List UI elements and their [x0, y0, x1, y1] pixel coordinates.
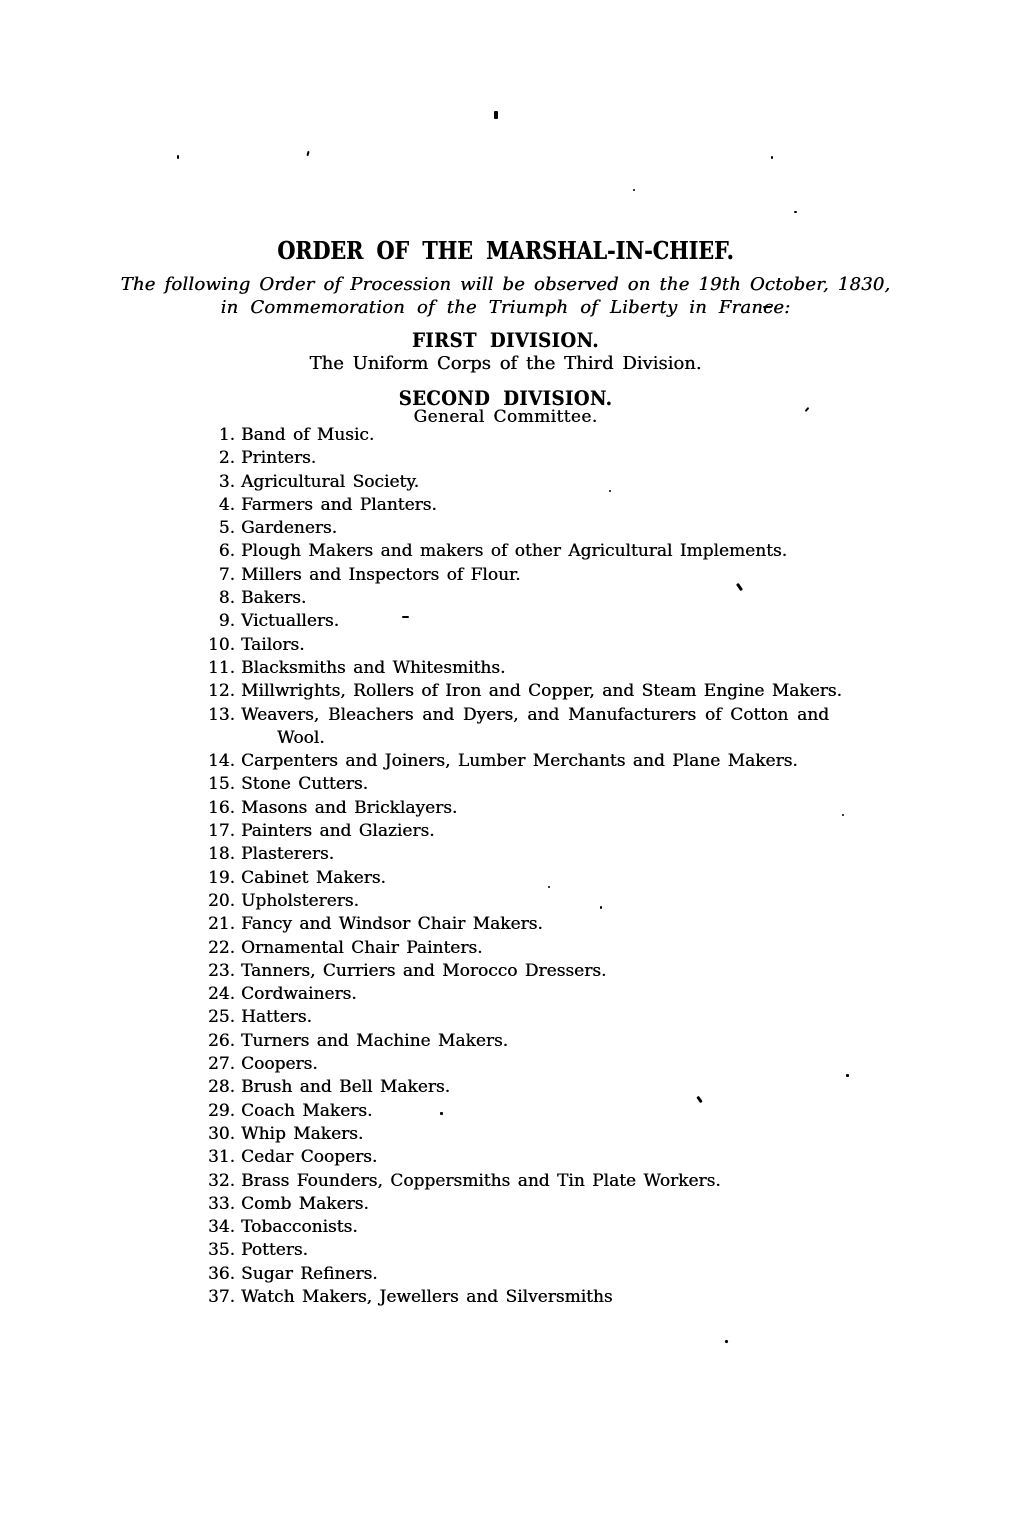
- procession-item: [195, 867, 842, 890]
- procession-item: [195, 1006, 842, 1029]
- item-number: 22.: [207, 937, 235, 958]
- scan-speck: [494, 111, 498, 119]
- item-text: Farmers and Planters.: [241, 494, 437, 515]
- scan-speck: [842, 814, 844, 816]
- item-number: 30.: [207, 1123, 235, 1144]
- procession-item: [195, 1216, 842, 1239]
- item-text: Comb Makers.: [241, 1193, 369, 1214]
- item-number: 5.: [218, 518, 235, 539]
- scan-speck: [306, 151, 309, 156]
- item-number: 15.: [207, 774, 235, 795]
- procession-item: [195, 773, 842, 796]
- item-number: 37.: [207, 1286, 235, 1307]
- item-number: 34.: [207, 1217, 235, 1238]
- item-number: 27.: [207, 1054, 235, 1075]
- item-text: Gardeners.: [241, 518, 338, 539]
- procession-item: [195, 1123, 842, 1146]
- item-number: 25.: [207, 1007, 235, 1028]
- procession-item: [195, 1170, 842, 1193]
- procession-item: [195, 610, 842, 633]
- item-number: 10.: [207, 634, 235, 655]
- first-division-heading: FIRST DIVISION.: [412, 328, 599, 352]
- procession-item: [195, 657, 842, 680]
- procession-item: [195, 1146, 842, 1169]
- procession-item: [195, 1286, 842, 1309]
- item-number: 12.: [207, 681, 235, 702]
- item-text: Printers.: [241, 448, 317, 469]
- page-title: ORDER OF THE MARSHAL-IN-CHIEF.: [277, 236, 734, 265]
- preamble-line-2: in Commemoration of the Triumph of Liberty in France:: [220, 297, 791, 318]
- item-number: 20.: [207, 890, 235, 911]
- procession-item: [195, 1239, 842, 1262]
- scan-speck: [771, 156, 773, 159]
- item-number: 31.: [207, 1147, 235, 1168]
- scan-speck: [725, 1340, 729, 1344]
- item-number: 32.: [207, 1170, 235, 1191]
- scan-speck: [633, 189, 635, 191]
- item-number: 21.: [207, 914, 235, 935]
- item-number: 17.: [207, 821, 235, 842]
- item-text: Cabinet Makers.: [241, 867, 386, 888]
- item-number: 35.: [207, 1240, 235, 1261]
- item-text: Whip Makers.: [241, 1123, 364, 1144]
- item-number: 2.: [218, 448, 235, 469]
- first-division-subheading: The Uniform Corps of the Third Division.: [309, 353, 702, 374]
- procession-item: [195, 564, 842, 587]
- item-text: Weavers, Bleachers and Dyers, and Manufacturers of Cotton and: [241, 704, 829, 725]
- procession-item: [195, 797, 842, 820]
- item-text: Brush and Bell Makers.: [241, 1077, 451, 1098]
- item-text: Cordwainers.: [241, 984, 357, 1005]
- procession-item: [195, 494, 842, 517]
- item-text: Millwrights, Rollers of Iron and Copper, and Steam Engine Makers.: [241, 681, 842, 702]
- item-number: 8.: [218, 588, 235, 609]
- procession-item: [195, 1076, 842, 1099]
- procession-item: [195, 1100, 842, 1123]
- procession-item: [195, 750, 842, 773]
- procession-item: [195, 1030, 842, 1053]
- item-text: Plasterers.: [241, 844, 335, 865]
- item-text: Coach Makers.: [241, 1100, 373, 1121]
- item-number: 13.: [207, 704, 235, 725]
- item-number: 6.: [218, 541, 235, 562]
- item-number: 1.: [218, 425, 235, 445]
- item-number: 18.: [207, 844, 235, 865]
- item-text: Painters and Glaziers.: [241, 821, 435, 842]
- item-number: 26.: [207, 1030, 235, 1051]
- item-number: 23.: [207, 960, 235, 981]
- item-number: 14.: [207, 751, 235, 772]
- item-text: Potters.: [241, 1240, 308, 1261]
- item-number: 7.: [218, 564, 235, 585]
- procession-item: [195, 587, 842, 610]
- scan-speck: [846, 1074, 849, 1077]
- item-number: 29.: [207, 1100, 235, 1121]
- item-text: Hatters.: [241, 1007, 312, 1028]
- scan-speck: [794, 211, 797, 213]
- item-text: Tailors.: [241, 634, 305, 655]
- item-number: 4.: [218, 494, 235, 515]
- item-text: Millers and Inspectors of Flour.: [241, 564, 521, 585]
- procession-list: [195, 424, 842, 1309]
- item-text: Plough Makers and makers of other Agricultural Implements.: [241, 541, 788, 562]
- item-text: Watch Makers, Jewellers and Silversmiths: [241, 1286, 613, 1307]
- item-text: Victuallers.: [241, 611, 340, 632]
- item-text: Masons and Bricklayers.: [241, 797, 458, 818]
- item-text: Coopers.: [241, 1054, 318, 1075]
- procession-item: [195, 1263, 842, 1286]
- procession-item: [195, 960, 842, 983]
- item-text: Tanners, Curriers and Morocco Dressers.: [241, 960, 607, 981]
- item-text: Fancy and Windsor Chair Makers.: [241, 914, 543, 935]
- second-division-subheading: General Committee.: [413, 407, 598, 427]
- procession-item: [195, 634, 842, 657]
- item-text-continuation: Wool.: [277, 727, 325, 748]
- item-number: 3.: [218, 471, 235, 492]
- item-number: 9.: [218, 611, 235, 632]
- item-text: Bakers.: [241, 588, 307, 609]
- item-text: Brass Founders, Coppersmiths and Tin Plate Workers.: [241, 1170, 721, 1191]
- item-text: Band of Music.: [241, 425, 375, 445]
- procession-item: [195, 820, 842, 843]
- item-text: Sugar Refiners.: [241, 1263, 378, 1284]
- procession-item: [195, 843, 842, 866]
- procession-item: [195, 913, 842, 936]
- item-number: 28.: [207, 1077, 235, 1098]
- item-text: Upholsterers.: [241, 890, 359, 911]
- procession-item: [195, 680, 842, 703]
- item-number: 36.: [207, 1263, 235, 1284]
- item-text: Blacksmiths and Whitesmiths.: [241, 657, 506, 678]
- item-number: 33.: [207, 1193, 235, 1214]
- second-division-heading: SECOND DIVISION.: [398, 386, 613, 410]
- item-number: 24.: [207, 984, 235, 1005]
- item-text: Cedar Coopers.: [241, 1147, 378, 1168]
- procession-item: [195, 890, 842, 913]
- procession-item: [195, 937, 842, 960]
- procession-item: [195, 1053, 842, 1076]
- item-text: Turners and Machine Makers.: [241, 1030, 509, 1051]
- procession-item: [195, 1193, 842, 1216]
- item-number: 16.: [207, 797, 235, 818]
- item-text: Stone Cutters.: [241, 774, 369, 795]
- item-text: Agricultural Society.: [241, 471, 419, 492]
- item-text: Carpenters and Joiners, Lumber Merchants and Plane Makers.: [241, 751, 798, 772]
- preamble-line-1: The following Order of Procession will be observed on the 19th October, 1830,: [120, 274, 891, 295]
- item-number: 19.: [207, 867, 235, 888]
- procession-item: [195, 517, 842, 540]
- item-text: Ornamental Chair Painters.: [241, 937, 483, 958]
- item-text: Tobacconists.: [241, 1217, 358, 1238]
- procession-item: [195, 471, 842, 494]
- procession-item: [195, 424, 842, 447]
- item-number: 11.: [207, 657, 235, 678]
- procession-item: [195, 540, 842, 563]
- procession-item: [195, 447, 842, 470]
- scan-speck: [177, 155, 179, 159]
- procession-item: [195, 983, 842, 1006]
- procession-item: [195, 704, 842, 751]
